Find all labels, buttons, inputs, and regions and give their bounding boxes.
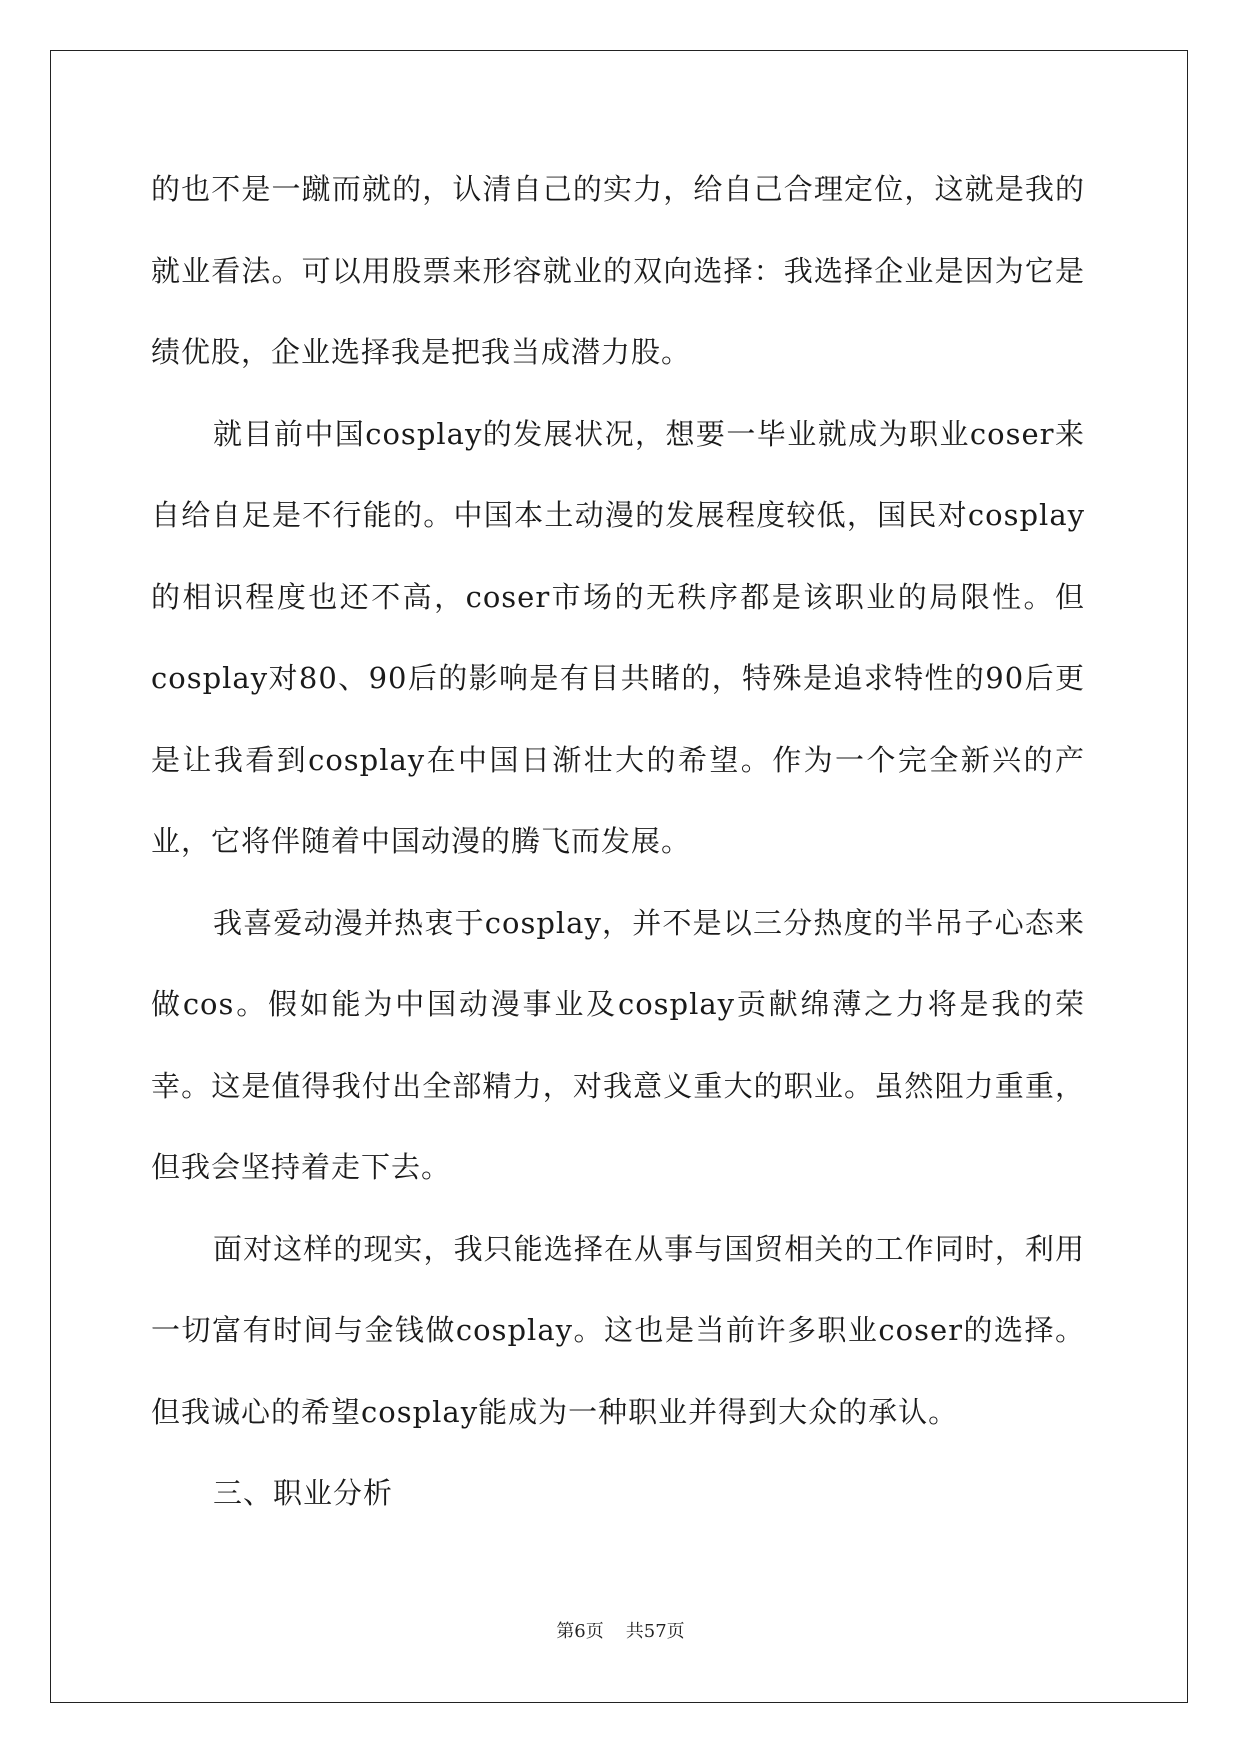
section-heading: 三、职业分析 bbox=[213, 1476, 394, 1510]
page-total: 共57页 bbox=[625, 1621, 685, 1642]
document-body bbox=[151, 149, 1085, 1535]
paragraph-passion: 我喜爱动漫并热衷于cosplay，并不是以三分热度的半吊子心态来做cos。假如能为中国动漫事业及cosplay贡献绵薄之力将是我的荣幸。这是值得我付出全部精力，对我意义重大的职业。虽然阻力重重，但我会坚持着走下去。 bbox=[151, 905, 1085, 1184]
page-footer bbox=[0, 1617, 1241, 1643]
paragraph-cosplay-status: 就目前中国cosplay的发展状况，想要一毕业就成为职业coser来自给自足是不行能的。中国本土动漫的发展程度较低，国民对cosplay的相识程度也还不高，coser市场的无秩序都是该职业的局限性。但cosplay对80、90后的影响是有目共睹的，特殊是追求特性的90后更是让我看到cosplay在中国日渐壮大的希望。作为一个完全新兴的产业，它将伴随着中国动漫的腾飞而发展。 bbox=[151, 416, 1085, 858]
page-number: 第6页 bbox=[556, 1621, 604, 1642]
paragraph-continued: 的也不是一蹴而就的，认清自己的实力，给自己合理定位，这就是我的就业看法。可以用股票来形容就业的双向选择：我选择企业是因为它是绩优股，企业选择我是把我当成潜力股。 bbox=[151, 172, 1085, 369]
paragraph-reality: 面对这样的现实，我只能选择在从事与国贸相关的工作同时，利用一切富有时间与金钱做cosplay。这也是当前许多职业coser的选择。但我诚心的希望cosplay能成为一种职业并得到大众的承认。 bbox=[151, 1231, 1085, 1429]
